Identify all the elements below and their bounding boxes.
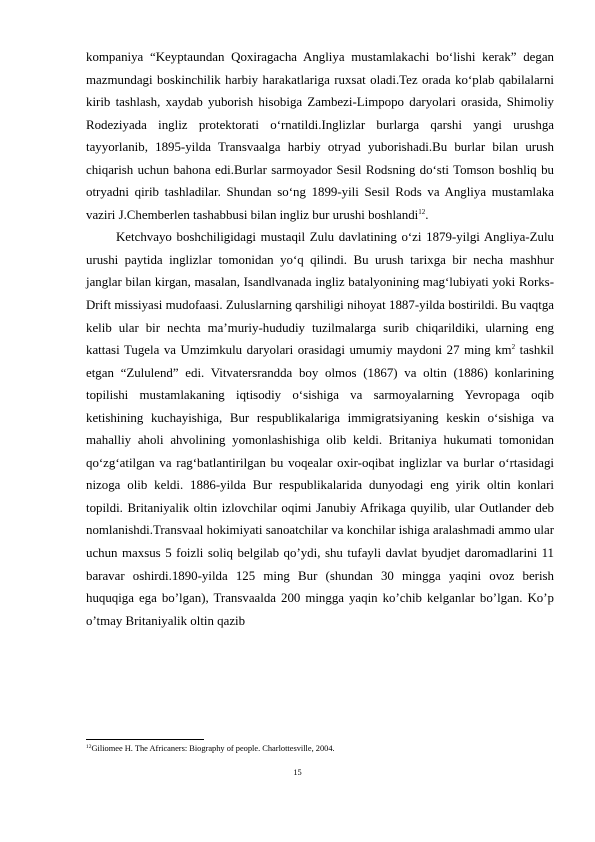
page-number: 15 bbox=[293, 768, 302, 777]
paragraph-text: kompaniya “Keyptaundan Qoxiragacha Angliya mustamlakachi boʻlishi kerak” degan mazmundagi boskinchilik harbiy harakatlariga ruxsat oladi.Tez orada koʻplab qabilalarni kirib tashlash, xaydab yuborish hisobiga Zambezi-Limpopo daryolari orasida, Shimoliy Rodeziyada ingliz protektorati oʻrnatildi.Inglizlar burlarga qarshi yangi urushga tayyorlanib, 1895-yilda Transvaalga harbiy otryad yuborishadi.Bu burlar bilan urush chiqarish uchun bahona edi.Burlar sarmoyador Sesil Rodsning doʻsti Tomson boshliq bu otryadni qirib tashladilar. Shundan soʻng 1899-yili Sesil Rods va Angliya mustamlaka vaziri J.Chemberlen tashabbusi bilan ingliz bur urushi boshlandi bbox=[86, 50, 554, 222]
paragraph-text: Ketchvayo boshchiligidagi mustaqil Zulu davlatining oʻzi 1879-yilgi Angliya-Zulu urushi paytida inglizlar tomonidan yoʻq qilindi. Bu urush tarixga bir necha mashhur janglar bilan kirgan, masalan, Isandlvanada ingliz batalyonining magʻlubiyati yoki Rorks-Drift missiyasi mudofaasi. Zuluslarning qarshiligi nihoyat 1887-yilda bostirildi. Bu vaqtga kelib ular bir nechta maʼmuriy-hududiy tuzilmalarga surib chiqarildiki, ularning eng kattasi Tugela va Umzimkulu daryolari orasidagi umumiy maydoni 27 ming km bbox=[86, 230, 554, 358]
document-page bbox=[86, 46, 554, 632]
footnote bbox=[86, 743, 554, 754]
superscript-exponent: 2 bbox=[511, 343, 516, 352]
footnote-text: Giliomee H. The Africaners: Biography of people. Charlottesville, 2004. bbox=[91, 744, 335, 753]
body-paragraph bbox=[86, 46, 554, 226]
footnote-separator bbox=[86, 739, 204, 740]
footnote-mark: 12 bbox=[86, 744, 92, 750]
footnote-reference[interactable]: 12 bbox=[418, 207, 426, 216]
body-paragraph bbox=[86, 226, 554, 632]
paragraph-text-continued: tashkil etgan “Zululend” edi. Vitvatersrandda boy olmos (1867) va oltin (1886) konlarining topilishi mustamlakaning iqtisodiy oʻsishiga va sarmoyalarning Yevropaga oqib ketishining kuchayishiga, Bur respublikalariga immigratsiyaning keskin oʻsishiga va mahalliy aholi ahvolining yomonlashishiga olib keldi. Britaniya hukumati tomonidan qoʻzgʻatilgan va ragʻbatlantirilgan bu voqealar oxir-oqibat inglizlar va burlar oʻrtasidagi nizoga olib keldi. 1886-yilda Bur respublikalarida dunyodagi eng yirik oltin konlari topildi. Britaniyalik oltin izlovchilar oqimi Janubiy Afrikaga quyilib, ular Outlander deb nomlanishdi.Transvaal hokimiyati sanoatchilar va konchilar ishiga aralashmadi ammo ular uchun maxsus 5 foizli soliq belgilab qo’ydi, shu tufayli davlat byudjet daromadlarini 11 baravar oshirdi.1890-yilda 125 ming Bur (shundan 30 mingga yaqini ovoz berish huquqiga ega bo’lgan), Transvaalda 200 mingga yaqin ko’chib kelganlar bo’lgan. Ko’p o’tmay Britaniyalik oltin qazib bbox=[86, 343, 554, 628]
paragraph-text-end: . bbox=[425, 207, 429, 222]
